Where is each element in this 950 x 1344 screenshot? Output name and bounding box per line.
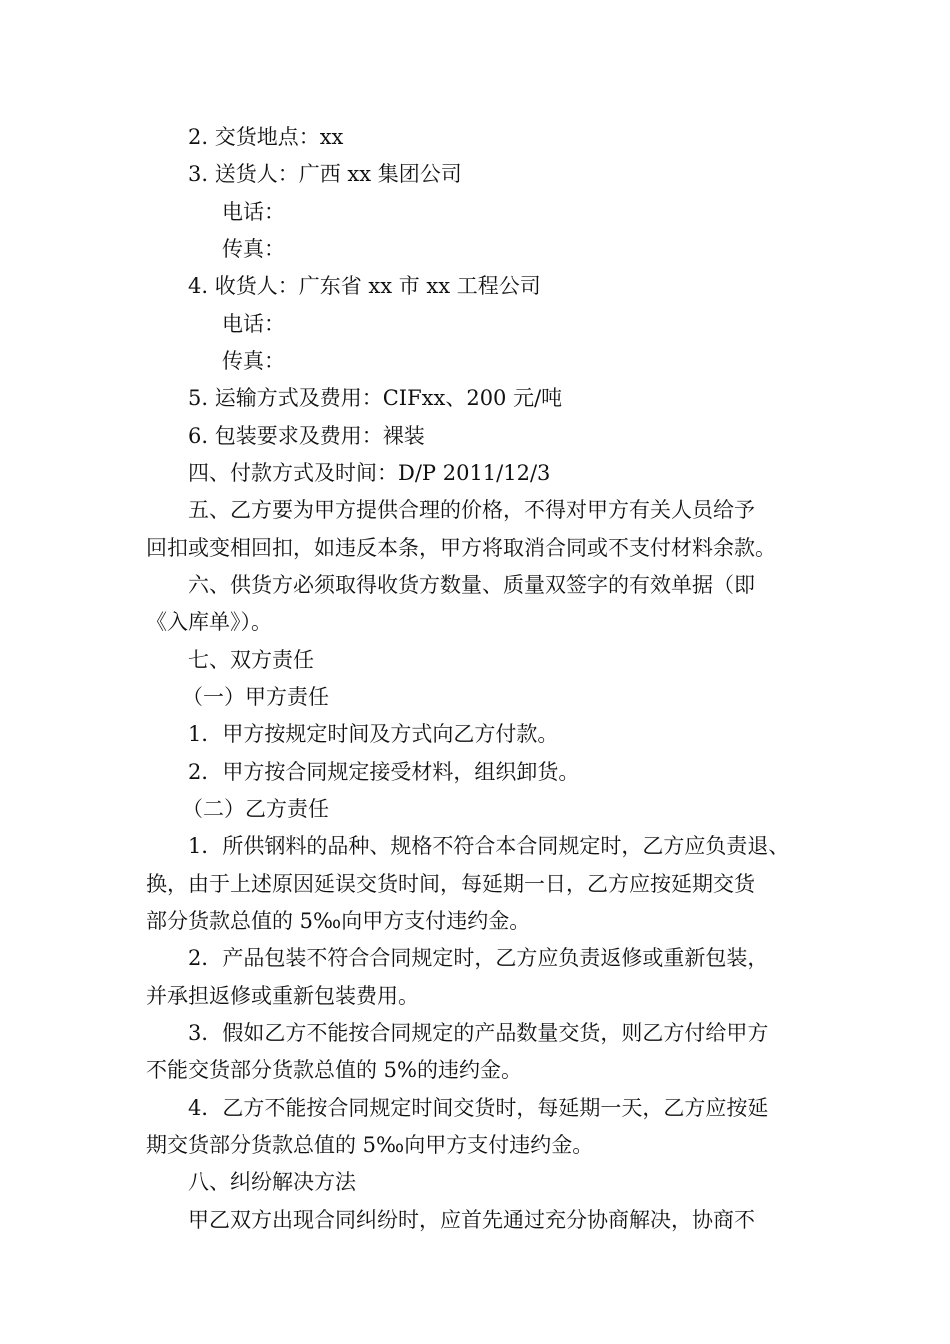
section-five-line-1: 五、乙方要为甲方提供合理的价格，不得对甲方有关人员给予 (188, 498, 755, 522)
party-b-item-3-line-2: 不能交货部分货款总值的 5%的违约金。 (146, 1058, 522, 1082)
consignee-phone-line: 电话： (222, 312, 285, 336)
section-six-line-1: 六、供货方必须取得收货方数量、质量双签字的有效单据（即 (188, 573, 755, 597)
party-a-item-1: 1．甲方按规定时间及方式向乙方付款。 (188, 722, 559, 746)
shipper-phone-line: 电话： (222, 200, 285, 224)
delivery-location-line: 2. 交货地点：xx (188, 125, 344, 149)
party-b-item-3-line-1: 3．假如乙方不能按合同规定的产品数量交货，则乙方付给甲方 (188, 1021, 769, 1045)
section-seven-heading: 七、双方责任 (188, 648, 314, 672)
dispute-resolution-line: 甲乙双方出现合同纠纷时，应首先通过充分协商解决，协商不 (188, 1208, 755, 1232)
party-b-item-4-line-1: 4．乙方不能按合同规定时间交货时，每延期一天，乙方应按延 (188, 1096, 769, 1120)
party-b-item-2-line-1: 2．产品包装不符合合同规定时，乙方应负责返修或重新包装， (188, 946, 769, 970)
packaging-line: 6. 包装要求及费用：裸装 (188, 424, 425, 448)
section-six-line-2: 《入库单》）。 (146, 610, 272, 634)
party-b-item-2-line-2: 并承担返修或重新包装费用。 (146, 984, 419, 1008)
consignee-line: 4. 收货人：广东省 xx 市 xx 工程公司 (188, 274, 541, 298)
shipper-line: 3. 送货人：广西 xx 集团公司 (188, 162, 462, 186)
party-b-item-1-line-2: 换，由于上述原因延误交货时间，每延期一日，乙方应按延期交货 (146, 872, 755, 896)
party-a-heading: （一）甲方责任 (182, 685, 329, 709)
party-b-item-1-line-3: 部分货款总值的 5‰向甲方支付违约金。 (146, 909, 531, 933)
party-b-heading: （二）乙方责任 (182, 797, 329, 821)
payment-line: 四、付款方式及时间：D/P 2011/12/3 (188, 461, 551, 485)
consignee-fax-line: 传真： (222, 349, 285, 373)
party-b-item-4-line-2: 期交货部分货款总值的 5‰向甲方支付违约金。 (146, 1133, 594, 1157)
section-eight-heading: 八、纠纷解决方法 (188, 1170, 356, 1194)
transport-line: 5. 运输方式及费用：CIFxx、200 元/吨 (188, 386, 563, 410)
section-five-line-2: 回扣或变相回扣，如违反本条，甲方将取消合同或不支付材料余款。 (146, 536, 776, 560)
party-b-item-1-line-1: 1．所供钢料的品种、规格不符合本合同规定时，乙方应负责退、 (188, 834, 790, 858)
party-a-item-2: 2．甲方按合同规定接受材料，组织卸货。 (188, 760, 580, 784)
shipper-fax-line: 传真： (222, 237, 285, 261)
